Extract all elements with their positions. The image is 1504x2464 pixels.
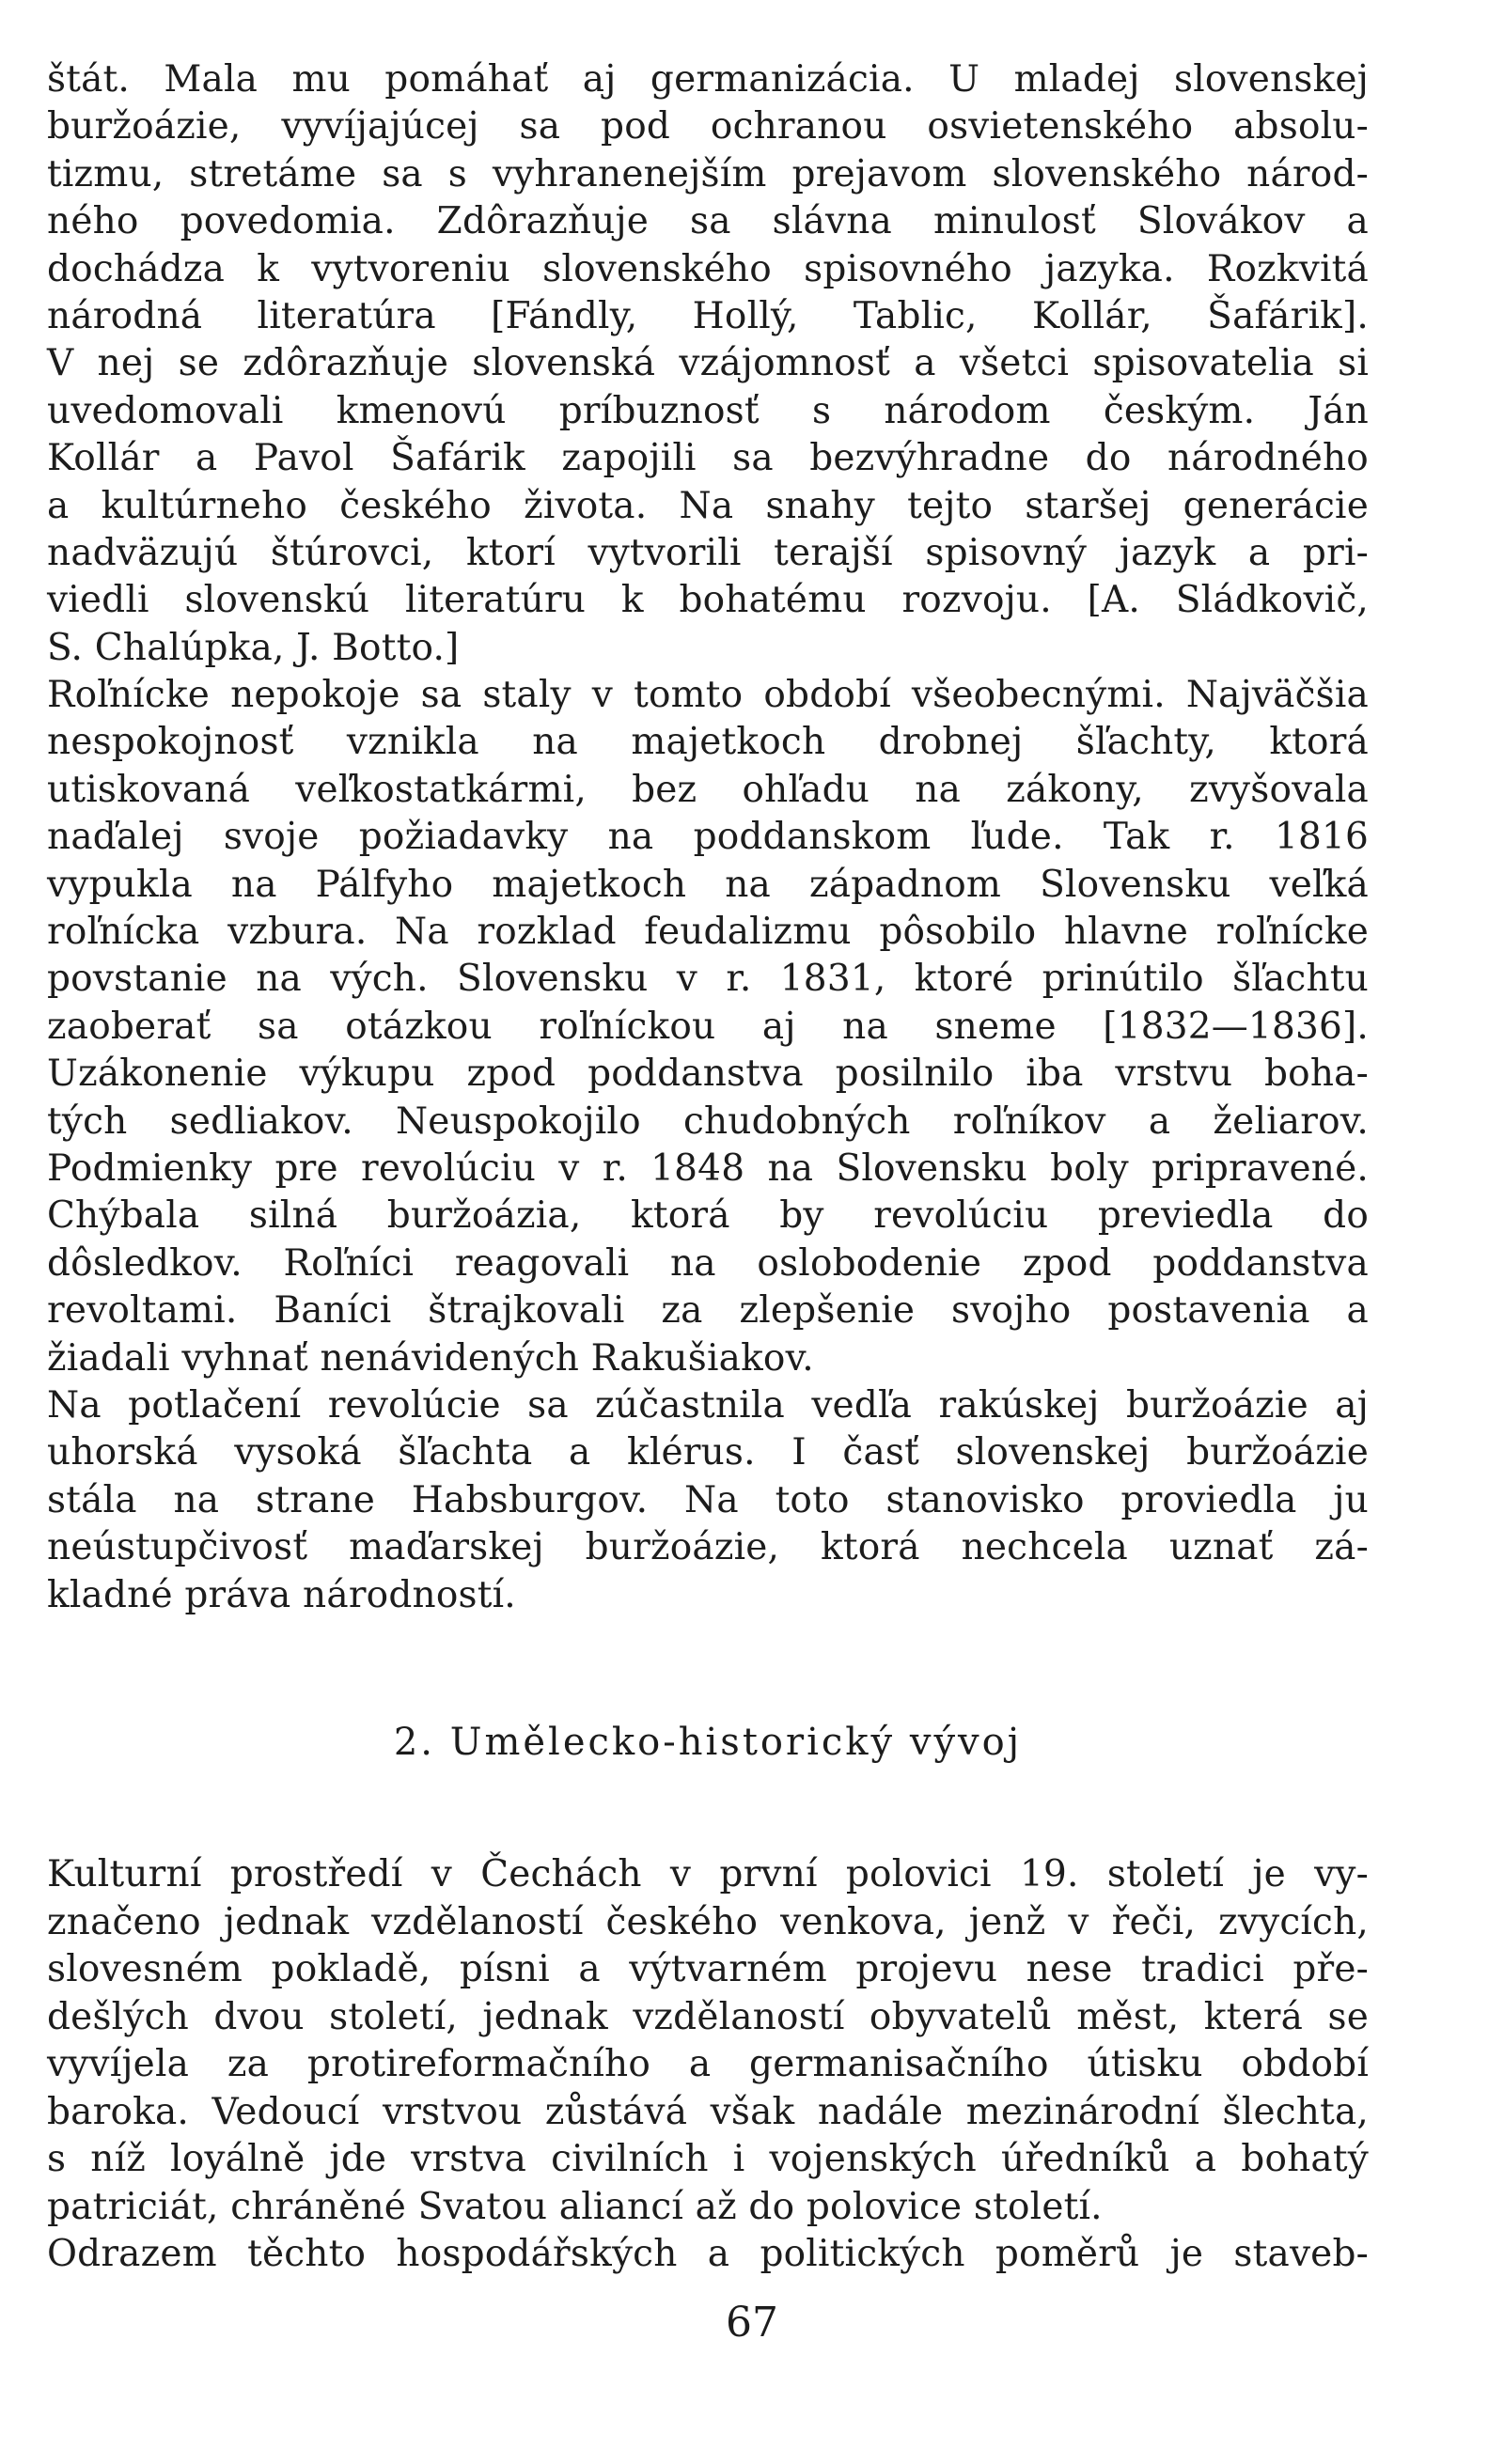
- text-line: V nej se zdôrazňuje slovenská vzájomnosť a všetci spisovatelia si: [47, 342, 1369, 385]
- text-line: Chýbala silná buržoázia, ktorá by revolúciu previedla do: [47, 1194, 1369, 1238]
- text-line: Podmienky pre revolúciu v r. 1848 na Slovensku boly pripravené.: [47, 1146, 1369, 1190]
- text-line: nespokojnosť vznikla na majetkoch drobnej šľachty, ktorá: [47, 721, 1369, 764]
- text-line: zaoberať sa otázkou roľníckou aj na sneme [1832—1836].: [47, 1005, 1369, 1048]
- text-line: nadväzujú štúrovci, ktorí vytvorili terajší spisovný jazyk a pri-: [47, 531, 1369, 574]
- text-line: uhorská vysoká šľachta a klérus. I časť slovenskej buržoázie: [47, 1431, 1369, 1474]
- section-czech-text: [47, 1851, 1369, 2279]
- text-line: vyvíjela za protireformačního a germanisačního útisku období: [47, 2043, 1369, 2085]
- text-line: viedli slovenskú literatúru k bohatému rozvoju. [A. Sládkovič,: [47, 579, 1369, 622]
- text-line: tizmu, stretáme sa s vyhranenejším prejavom slovenského národ-: [47, 152, 1369, 195]
- text-line: utiskovaná veľkostatkármi, bez ohľadu na zákony, zvyšovala: [47, 768, 1369, 811]
- text-line: buržoázie, vyvíjajúcej sa pod ochranou osvietenského absolu-: [47, 105, 1369, 148]
- text-line: dešlých dvou století, jednak vzdělaností obyvatelů měst, která se: [47, 1995, 1369, 2038]
- text-line: revoltami. Baníci štrajkovali za zlepšenie svojho postavenia a: [47, 1289, 1369, 1333]
- text-line: uvedomovali kmenovú príbuznosť s národom českým. Ján: [47, 389, 1369, 432]
- text-line: kladné práva národností.: [47, 1573, 516, 1616]
- text-line: štát. Mala mu pomáhať aj germanizácia. U mladej slovenskej: [47, 58, 1369, 101]
- text-line: Kollár a Pavol Šafárik zapojili sa bezvýhradne do národného: [47, 437, 1369, 480]
- text-line: povstanie na vých. Slovensku v r. 1831, ktoré prinútilo šľachtu: [47, 958, 1369, 1001]
- text-line: dochádza k vytvoreniu slovenského spisovného jazyka. Rozkvitá: [47, 247, 1369, 290]
- section-heading: 2. Umělecko-historický vývoj: [393, 1721, 1023, 1764]
- text-line: žiadali vyhnať nenávidených Rakušiakov.: [47, 1336, 814, 1380]
- text-line: a kultúrneho českého života. Na snahy tejto staršej generácie: [47, 484, 1369, 527]
- text-line: naďalej svoje požiadavky na poddanskom ľude. Tak r. 1816: [47, 816, 1369, 859]
- text-line: Roľnícke nepokoje sa staly v tomto období všeobecnými. Najväčšia: [47, 674, 1369, 717]
- text-line: tých sedliakov. Neuspokojilo chudobných roľníkov a želiarov.: [47, 1099, 1369, 1143]
- text-line: dôsledkov. Roľníci reagovali na oslobodenie zpod poddanstva: [47, 1241, 1369, 1285]
- text-line: patriciát, chráněné Svatou aliancí až do polovice století.: [47, 2185, 1103, 2228]
- text-line: s níž loyálně jde vrstva civilních i vojenských úředníků a bohatý: [47, 2138, 1369, 2180]
- text-line: neústupčivosť maďarskej buržoázie, ktorá nechcela uznať zá-: [47, 1526, 1369, 1569]
- text-line: ného povedomia. Zdôrazňuje sa slávna minulosť Slovákov a: [47, 200, 1369, 243]
- page-number: 67: [726, 2299, 778, 2347]
- text-line: vypukla na Pálfyho majetkoch na západnom Slovensku veľká: [47, 863, 1369, 906]
- page-body: [47, 56, 1369, 2275]
- section-slovakia-text: [47, 56, 1369, 1619]
- text-line: baroka. Vedoucí vrstvou zůstává však nadále mezinárodní šlechta,: [47, 2090, 1369, 2133]
- text-line: Odrazem těchto hospodářských a politických poměrů je staveb-: [47, 2233, 1369, 2275]
- text-line: národná literatúra [Fándly, Hollý, Tablic, Kollár, Šafárik].: [47, 294, 1369, 337]
- text-line: značeno jednak vzdělaností českého venkova, jenž v řeči, zvycích,: [47, 1900, 1369, 1943]
- text-line: Kulturní prostředí v Čechách v první polovici 19. století je vy-: [47, 1853, 1369, 1895]
- text-line: Na potlačení revolúcie sa zúčastnila vedľa rakúskej buržoázie aj: [47, 1383, 1369, 1427]
- text-line: roľnícka vzbura. Na rozklad feudalizmu pôsobilo hlavne roľnícke: [47, 911, 1369, 954]
- text-line: Uzákonenie výkupu zpod poddanstva posilnilo iba vrstvu boha-: [47, 1053, 1369, 1096]
- text-line: slovesném pokladě, písni a výtvarném projevu nese tradici pře-: [47, 1948, 1369, 1990]
- text-line: stála na strane Habsburgov. Na toto stanovisko proviedla ju: [47, 1478, 1369, 1521]
- text-line: S. Chalúpka, J. Botto.]: [47, 626, 460, 669]
